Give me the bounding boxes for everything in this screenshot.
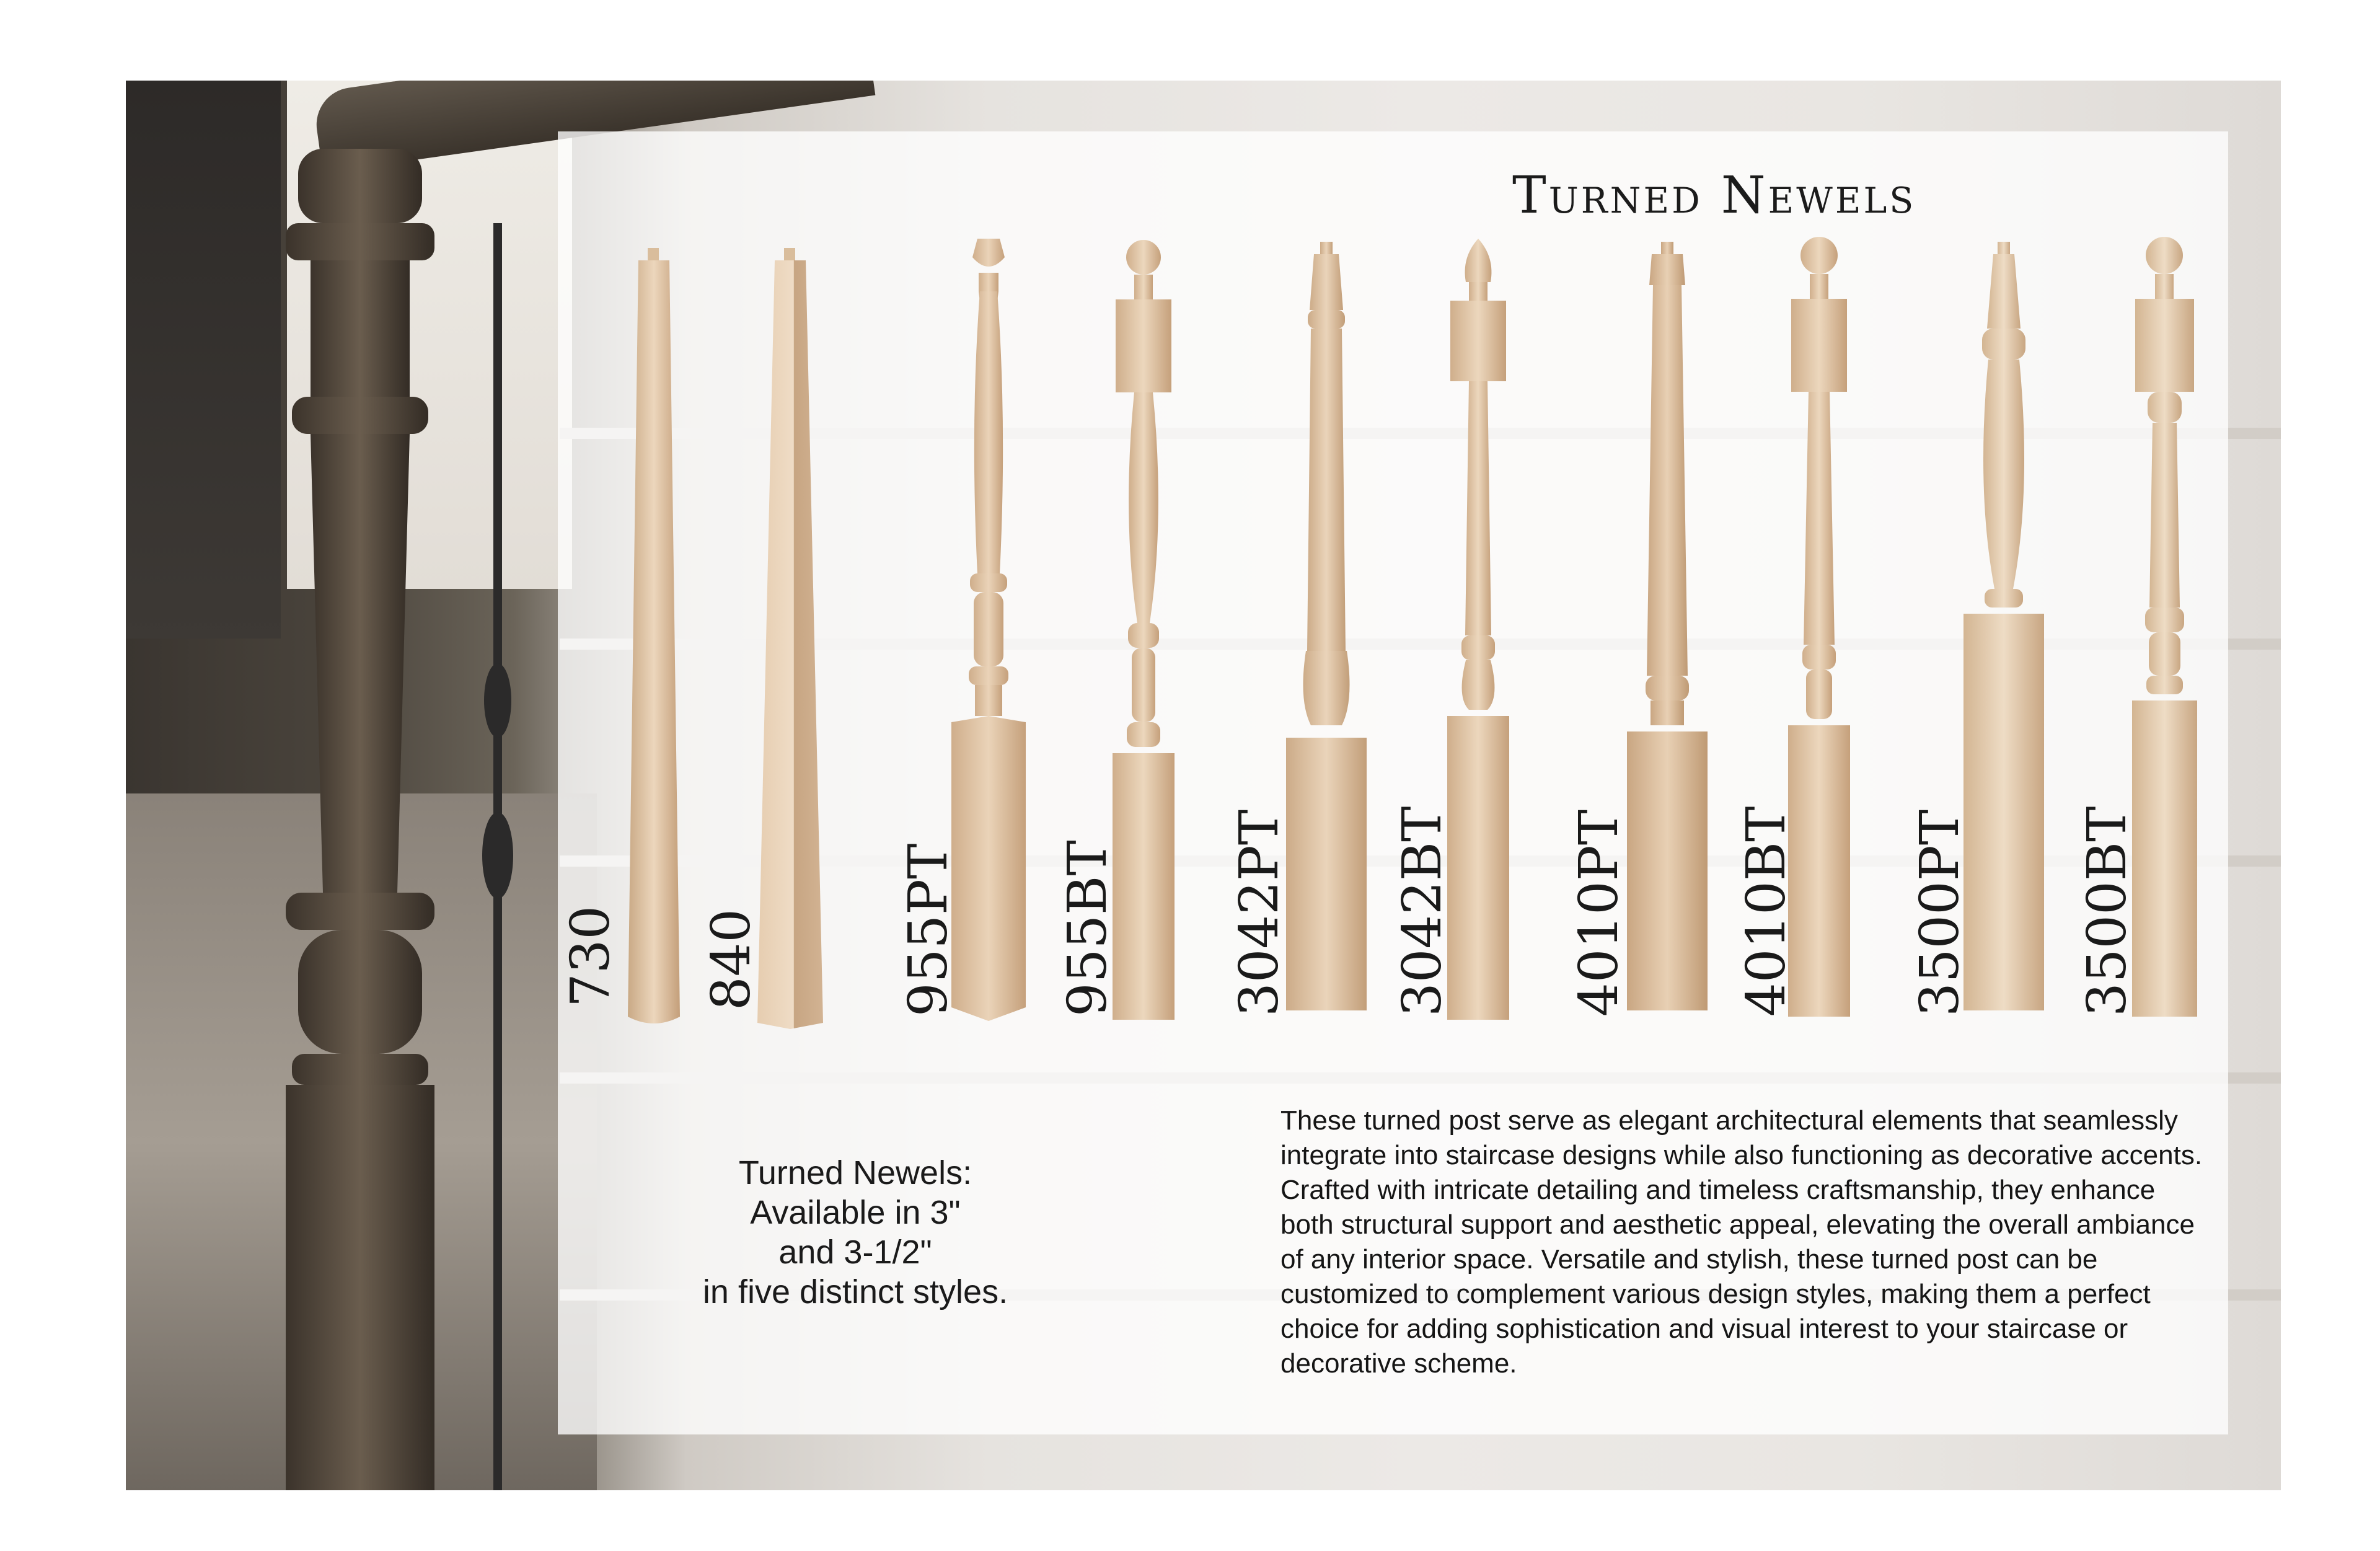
availability-text	[669, 1153, 1041, 1312]
background-iron-baluster	[482, 223, 513, 1490]
description-paragraph: These turned post serve as elegant architectural elements that seamlessly integrate into staircase designs while also functioning as decorative accents. Crafted with intricate detailing and timeless craftsmanship, they enhance both structural support and aesthetic appeal, elevating the overall ambiance of any interior space. Versatile and stylish, these turned post can be customized to complement various design styles, making them a perfect choice for adding sophistication and visual interest to your staircase or decorative scheme.	[1280, 1105, 2203, 1379]
newel-4010PT-image	[1627, 242, 1708, 1023]
newel-840-label: 840	[700, 908, 762, 1010]
newel-3042BT-label: 3042BT	[1391, 806, 1453, 1017]
newel-3500BT-image	[2129, 236, 2200, 1023]
newel-955PT-label: 955PT	[897, 843, 959, 1017]
page-title: Turned Newels	[1512, 166, 1916, 225]
newel-730-label: 730	[560, 905, 622, 1007]
newel-3042PT-label: 3042PT	[1228, 809, 1290, 1017]
availability-line: and 3-1/2"	[778, 1234, 932, 1271]
background-newel-post	[286, 149, 434, 1490]
availability-line: Turned Newels:	[738, 1154, 972, 1191]
newel-840-image	[756, 248, 824, 1029]
newel-4010BT-label: 4010BT	[1735, 806, 1797, 1017]
newel-3500BT-label: 3500BT	[2076, 806, 2138, 1017]
newel-730-image	[623, 248, 685, 1029]
newel-3500PT-label: 3500PT	[1909, 809, 1971, 1017]
newel-955BT-label: 955BT	[1057, 840, 1119, 1017]
background-doorway	[126, 81, 281, 639]
newel-955PT-image	[951, 239, 1026, 1023]
availability-line: Available in 3"	[750, 1194, 961, 1231]
availability-line: in five distinct styles.	[702, 1273, 1008, 1310]
newel-3042PT-image	[1286, 242, 1367, 1023]
newel-3500PT-image	[1963, 242, 2044, 1023]
newel-3042BT-image	[1444, 239, 1512, 1023]
newel-4010PT-label: 4010PT	[1568, 809, 1630, 1017]
newel-955BT-image	[1109, 239, 1178, 1023]
